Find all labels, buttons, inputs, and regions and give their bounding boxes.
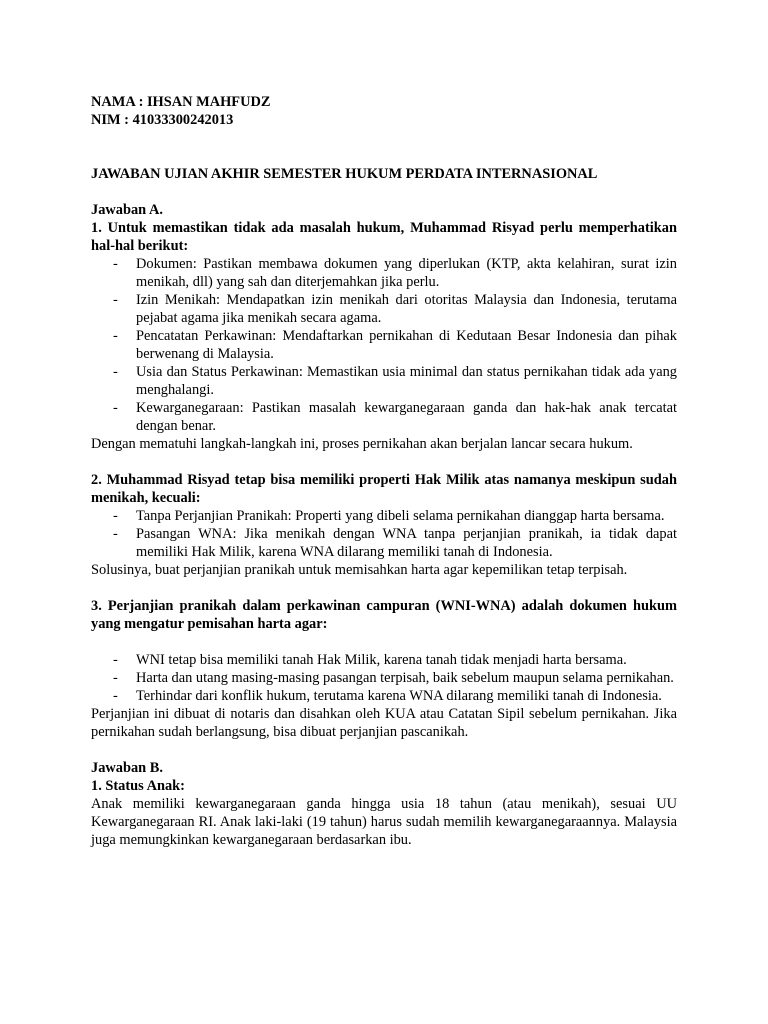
section-a-heading: Jawaban A. bbox=[91, 202, 163, 218]
section-b-paragraph-1: Anak memiliki kewarganegaraan ganda hingga usia 18 tahun (atau menikah), sesuai UU Kewarganegaraan RI. Anak laki-laki (19 tahun) harus sudah memilih kewarganegaraannya. Malaysia juga memungkinkan kewarganegaraan berdasarkan ibu. bbox=[91, 796, 677, 848]
question-2-conclusion: Solusinya, buat perjanjian pranikah untuk memisahkan harta agar kepemilikan tetap terpisah. bbox=[91, 562, 628, 578]
student-name: NAMA : IHSAN MAHFUDZ bbox=[91, 94, 271, 110]
list-item: - WNI tetap bisa memiliki tanah Hak Milik, karena tanah tidak menjadi harta bersama. bbox=[91, 651, 677, 669]
list-item: - Tanpa Perjanjian Pranikah: Properti yang dibeli selama pernikahan dianggap harta bersama. bbox=[91, 507, 677, 525]
question-3-list bbox=[91, 651, 677, 705]
question-1: 1. Untuk memastikan tidak ada masalah hukum, Muhammad Risyad perlu memperhatikan hal-hal berikut: bbox=[91, 220, 677, 254]
list-item: - Usia dan Status Perkawinan: Memastikan usia minimal dan status pernikahan tidak ada yang menghalangi. bbox=[91, 363, 677, 399]
question-1-list bbox=[91, 255, 677, 435]
section-b-heading: Jawaban B. bbox=[91, 760, 163, 776]
question-3: 3. Perjanjian pranikah dalam perkawinan campuran (WNI-WNA) adalah dokumen hukum yang mengatur pemisahan harta agar: bbox=[91, 598, 677, 632]
section-b-subheading-1: 1. Status Anak: bbox=[91, 778, 185, 794]
question-1-conclusion: Dengan mematuhi langkah-langkah ini, proses pernikahan akan berjalan lancar secara hukum. bbox=[91, 436, 633, 452]
document-title: JAWABAN UJIAN AKHIR SEMESTER HUKUM PERDATA INTERNASIONAL bbox=[91, 166, 598, 182]
list-item: - Pencatatan Perkawinan: Mendaftarkan pernikahan di Kedutaan Besar Indonesia dan pihak berwenang di Malaysia. bbox=[91, 327, 677, 363]
question-2-list bbox=[91, 507, 677, 561]
list-item: - Terhindar dari konflik hukum, terutama karena WNA dilarang memiliki tanah di Indonesia. bbox=[91, 687, 677, 705]
question-2: 2. Muhammad Risyad tetap bisa memiliki properti Hak Milik atas namanya meskipun sudah menikah, kecuali: bbox=[91, 472, 677, 506]
student-nim: NIM : 41033300242013 bbox=[91, 112, 234, 128]
list-item: - Harta dan utang masing-masing pasangan terpisah, baik sebelum maupun selama pernikahan. bbox=[91, 669, 677, 687]
list-item: - Dokumen: Pastikan membawa dokumen yang diperlukan (KTP, akta kelahiran, surat izin menikah, dll) yang sah dan diterjemahkan jika perlu. bbox=[91, 255, 677, 291]
list-item: - Izin Menikah: Mendapatkan izin menikah dari otoritas Malaysia dan Indonesia, terutama pejabat agama jika menikah secara agama. bbox=[91, 291, 677, 327]
document-body bbox=[91, 93, 677, 849]
list-item: - Kewarganegaraan: Pastikan masalah kewarganegaraan ganda dan hak-hak anak tercatat dengan benar. bbox=[91, 399, 677, 435]
list-item: - Pasangan WNA: Jika menikah dengan WNA tanpa perjanjian pranikah, ia tidak dapat memiliki Hak Milik, karena WNA dilarang memiliki tanah di Indonesia. bbox=[91, 525, 677, 561]
question-3-conclusion: Perjanjian ini dibuat di notaris dan disahkan oleh KUA atau Catatan Sipil sebelum pernikahan. Jika pernikahan sudah berlangsung, bisa dibuat perjanjian pascanikah. bbox=[91, 706, 677, 740]
